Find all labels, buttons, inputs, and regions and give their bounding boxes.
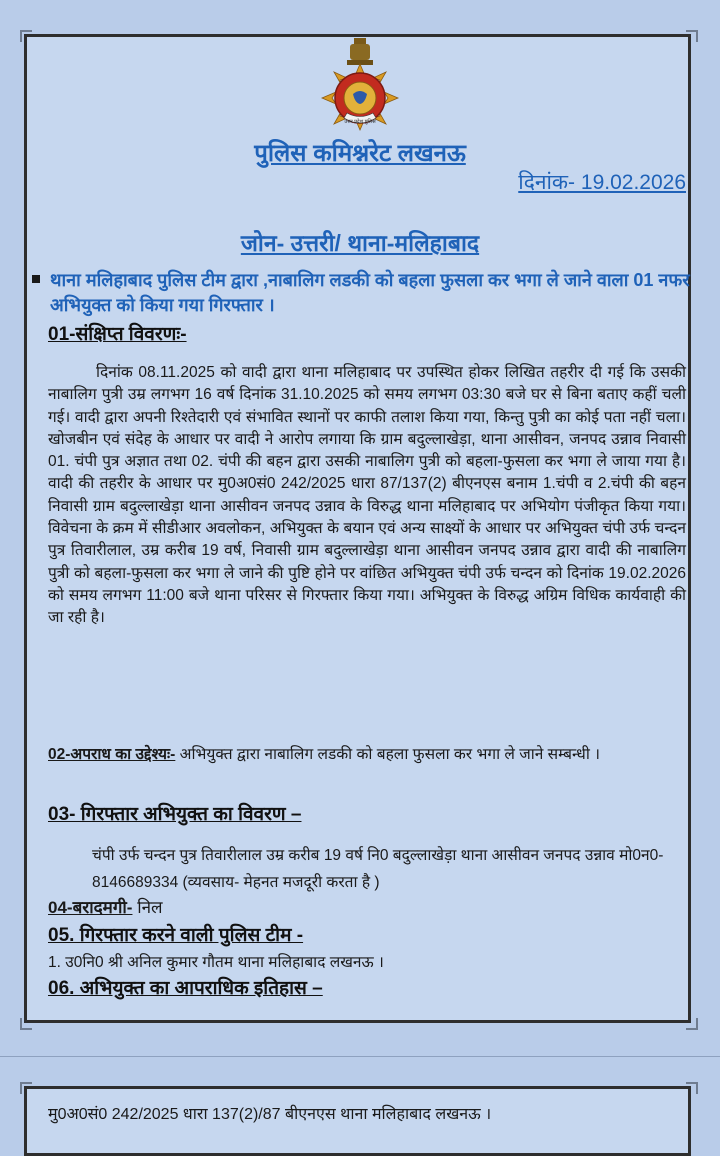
page-corner-mark [20,1082,32,1094]
section-brief-body: दिनांक 08.11.2025 को वादी द्वारा थाना मलिहाबाद पर उपस्थित होकर लिखित तहरीर दी गई कि उसकी नाबालिग पुत्री उम्र लगभग 16 वर्ष दिनांक 31.10.2025 को समय लगभग 03:30 बजे घर से बिना बताए कहीं चली गई। वादी द्वारा अपनी रिश्तेदारी एवं संभावित स्थानों पर काफी तलाश किया गया, किन्तु पुत्री का कोई पता नहीं चला। खोजबीन एवं संदेह के आधार पर वादी ने आरोप लगाया कि ग्राम बदुल्लाखेड़ा, थाना आसीवन, जनपद उन्नाव निवासी 01. चंपी पुत्र अज्ञात तथा 02. चंपी की बहन द्वारा उसकी नाबालिग पुत्री को बहला-फुसला कर भगा ले जाया गया है। वादी की तहरीर के आधार पर मु0अ0सं0 242/2025 धारा 87/137(2) बीएनएस बनाम 1.चंपी व 2.चंपी की बहन निवासी ग्राम बदुल्लाखेड़ा थाना आसीवन जनपद उन्नाव के विरुद्ध थाना मलिहाबाद पर अभियोग पंजीकृत किया गया। विवेचना के क्रम में सीडीआर अवलोकन, अभियुक्त के बयान एवं अन्य साक्ष्यों के आधार पर अभियुक्त चंपी उर्फ चन्दन पुत्र तिवारीलाल, उम्र करीब 19 वर्ष, निवासी ग्राम बदुल्लाखेड़ा थाना आसीवन जनपद उन्नाव द्वारा वादी की नाबालिग पुत्री को बहला-फुसला कर भगा ले जाने की पुष्टि होने पर वांछित अभियुक्त चंपी उर्फ चन्दन को दिनांक 19.02.2026 को समय लगभग 11:00 बजे थाना परिसर से गिरफ्तार किया गया। अभियुक्त के विरुद्ध अग्रिम विधिक कार्यवाही की जा रही है। [48,364,686,627]
section-recovery-value: निल [137,898,163,917]
team-member-item: 1. उ0नि0 श्री अनिल कुमार गौतम थाना मलिहाबाद लखनऊ । [48,954,384,971]
page-corner-mark [686,30,698,42]
emblem-scroll-text: उत्तर प्रदेश पुलिस [344,119,376,125]
page-title: पुलिस कमिश्नरेट लखनऊ [254,140,466,167]
criminal-history-case: मु0अ0सं0 242/2025 धारा 137(2)/87 बीएनएस थाना मलिहाबाद लखनऊ । [48,1106,492,1123]
section-accused-heading: 03- गिरफ्तार अभियुक्त का विवरण – [48,804,302,825]
bullet-icon [32,275,40,283]
news-headline [50,268,690,318]
zone-station-heading: जोन- उत्तरी/ थाना-मलिहाबाद [240,230,480,256]
document-date: दिनांक- 19.02.2026 [518,171,686,194]
page-corner-mark [686,1082,698,1094]
page-corner-mark [686,1018,698,1030]
section-motive-text: अभियुक्त द्वारा नाबालिग लडकी को बहला फुसला कर भगा ले जाने सम्बन्धी । [179,746,601,763]
section-brief-heading: 01-संक्षिप्त विवरणः- [48,324,187,345]
page-corner-mark [20,30,32,42]
section-team-heading: 05. गिरफ्तार करने वाली पुलिस टीम - [48,925,304,946]
section-accused-details: चंपी उर्फ चन्दन पुत्र तिवारीलाल उम्र करीब 19 वर्ष नि0 बदुल्लाखेड़ा थाना आसीवन जनपद उन्नाव मो0न0- 8146689334 (व्यवसाय- मेहनत मजदूरी करता है ) [92,847,664,891]
section-recovery-label: 04-बरादमगी- [48,898,133,917]
section-recovery [48,895,163,918]
section-motive [48,738,678,772]
section-motive-label: 02-अपराध का उद्देश्यः- [48,746,176,763]
page-divider [0,1056,720,1057]
section-history-heading: 06. अभियुक्त का आपराधिक इतिहास – [48,978,323,999]
page-corner-mark [20,1018,32,1030]
up-police-emblem-icon [320,38,400,134]
headline-text: थाना मलिहाबाद पुलिस टीम द्वारा ,नाबालिग लडकी को बहला फुसला कर भगा ले जाने वाला 01 नफर अभियुक्त को किया गया गिरफ्तार । [50,270,690,315]
